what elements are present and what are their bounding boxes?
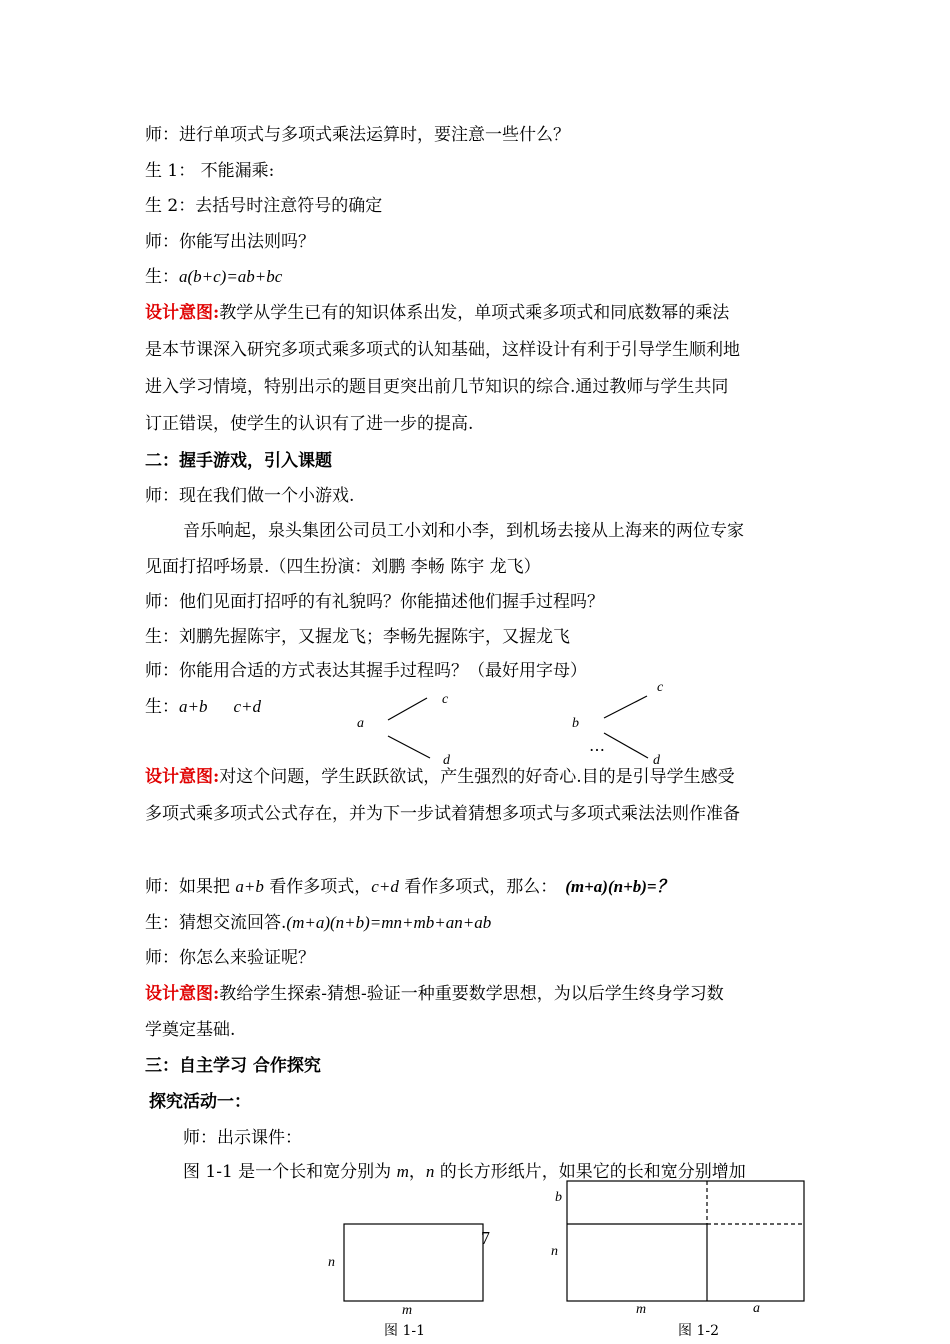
intent-label: 设计意图: bbox=[145, 984, 220, 1004]
page-number: 7 bbox=[481, 1228, 490, 1248]
teacher-game-line: 师：现在我们做一个小游戏. bbox=[145, 486, 355, 506]
text: 生：猜想交流回答. bbox=[145, 913, 287, 933]
intent-text: 对这个问题，学生跃跃欲试，产生强烈的好奇心.目的是引导学生感受 bbox=[219, 767, 735, 787]
fig2-top-side-label: b bbox=[555, 1190, 562, 1205]
tree-left-root: a bbox=[357, 716, 364, 731]
scene-description-2: 见面打招呼场景.（四生扮演：刘鹏 李畅 陈宇 龙飞） bbox=[145, 557, 541, 577]
expr-a-plus-b: a+b bbox=[235, 877, 264, 896]
design-intent-2-line-2: 多项式乘多项式公式存在，并为下一步试着猜想多项式与多项式乘法法则作准备 bbox=[145, 804, 740, 824]
student-handshake-answer: 生：刘鹏先握陈宇，又握龙飞；李畅先握陈宇，又握龙飞 bbox=[145, 627, 570, 647]
text: ， bbox=[408, 1162, 426, 1182]
formula: a(b+c)=ab+bc bbox=[179, 267, 283, 286]
speaker: 师： bbox=[145, 125, 179, 145]
design-intent-3-line-2: 学奠定基础. bbox=[145, 1020, 236, 1040]
speaker: 生 1： bbox=[145, 161, 196, 181]
speaker: 生： bbox=[145, 697, 179, 717]
text: 图 1-1 是一个长和宽分别为 bbox=[183, 1162, 397, 1182]
line-text: 你能写出法则吗？ bbox=[179, 232, 315, 252]
line-text: 进行单项式与多项式乘法运算时，要注意一些什么？ bbox=[179, 125, 570, 145]
text: 看作多项式， bbox=[263, 877, 372, 897]
tree-right-bottom: d bbox=[653, 753, 660, 768]
intent-label: 设计意图: bbox=[145, 767, 220, 787]
question-formula: (m+a)(n+b)=？ bbox=[565, 877, 674, 896]
text: 看作多项式，那么： bbox=[398, 877, 558, 897]
fig1-bottom-label: m bbox=[402, 1303, 413, 1318]
tree-left-top: c bbox=[442, 692, 449, 707]
section-3-heading: 三：自主学习 合作探究 bbox=[145, 1056, 321, 1076]
intent-text: 教学从学生已有的知识体系出发，单项式乘多项式和同底数幂的乘法 bbox=[219, 303, 730, 323]
expr-c-plus-d: c+d bbox=[233, 697, 262, 716]
scene-description: 音乐响起，泉头集团公司员工小刘和小李，到机场去接从上海来的两位专家 bbox=[183, 521, 744, 541]
line-text: 去括号时注意符号的确定 bbox=[195, 196, 383, 216]
teacher-verify-question: 师：你怎么来验证呢？ bbox=[145, 948, 315, 968]
section-2-heading: 二：握手游戏，引入课题 bbox=[145, 451, 332, 471]
fig2-bottom-a-label: a bbox=[753, 1301, 760, 1316]
figure-1-2-rectangle bbox=[567, 1181, 804, 1301]
intent-label: 设计意图: bbox=[145, 303, 220, 323]
expr-c-plus-d: c+d bbox=[371, 877, 399, 896]
tree-right-top: c bbox=[657, 680, 664, 695]
text: 的长方形纸片，如果它的长和宽分别增加 bbox=[434, 1162, 746, 1182]
speaker: 师： bbox=[145, 232, 179, 252]
intent-text: 订正错误，使学生的认识有了进一步的提高. bbox=[145, 414, 474, 434]
speaker: 生： bbox=[145, 267, 179, 287]
tree-right-root: b bbox=[572, 716, 579, 731]
teacher-courseware: 师：出示课件： bbox=[183, 1128, 302, 1148]
intent-text: 进入学习情境，特别出示的题目更突出前几节知识的综合.通过教师与学生共同 bbox=[145, 377, 729, 397]
var-m: m bbox=[396, 1162, 409, 1181]
intent-text: 教给学生探索-猜想-验证一种重要数学思想，为以后学生终身学习数 bbox=[219, 984, 724, 1004]
figure-1-1-rectangle bbox=[344, 1224, 483, 1301]
var-n: n bbox=[425, 1162, 435, 1181]
fig1-side-label: n bbox=[328, 1255, 335, 1270]
text: 师：如果把 bbox=[145, 877, 236, 897]
figure-1-1-caption: 图 1-1 bbox=[384, 1323, 425, 1339]
figure-1-2-caption: 图 1-2 bbox=[678, 1323, 719, 1339]
answer-formula: (m+a)(n+b)=mn+mb+an+ab bbox=[286, 913, 492, 932]
tree-dots: … bbox=[589, 736, 605, 755]
line-text: 不能漏乘: bbox=[195, 161, 275, 181]
expr-a-plus-b: a+b bbox=[179, 697, 208, 716]
tree-left-bottom: d bbox=[443, 753, 450, 768]
fig2-bottom-m-label: m bbox=[636, 1302, 647, 1317]
teacher-express-question: 师：你能用合适的方式表达其握手过程吗？（最好用字母） bbox=[145, 661, 587, 681]
activity-1-heading: 探究活动一： bbox=[149, 1092, 251, 1112]
intent-text: 是本节课深入研究多项式乘多项式的认知基础，这样设计有利于引导学生顺利地 bbox=[145, 340, 740, 360]
fig2-side-label: n bbox=[551, 1244, 558, 1259]
teacher-handshake-question: 师：他们见面打招呼的有礼貌吗？你能描述他们握手过程吗？ bbox=[145, 592, 604, 612]
speaker: 生 2： bbox=[145, 196, 196, 216]
